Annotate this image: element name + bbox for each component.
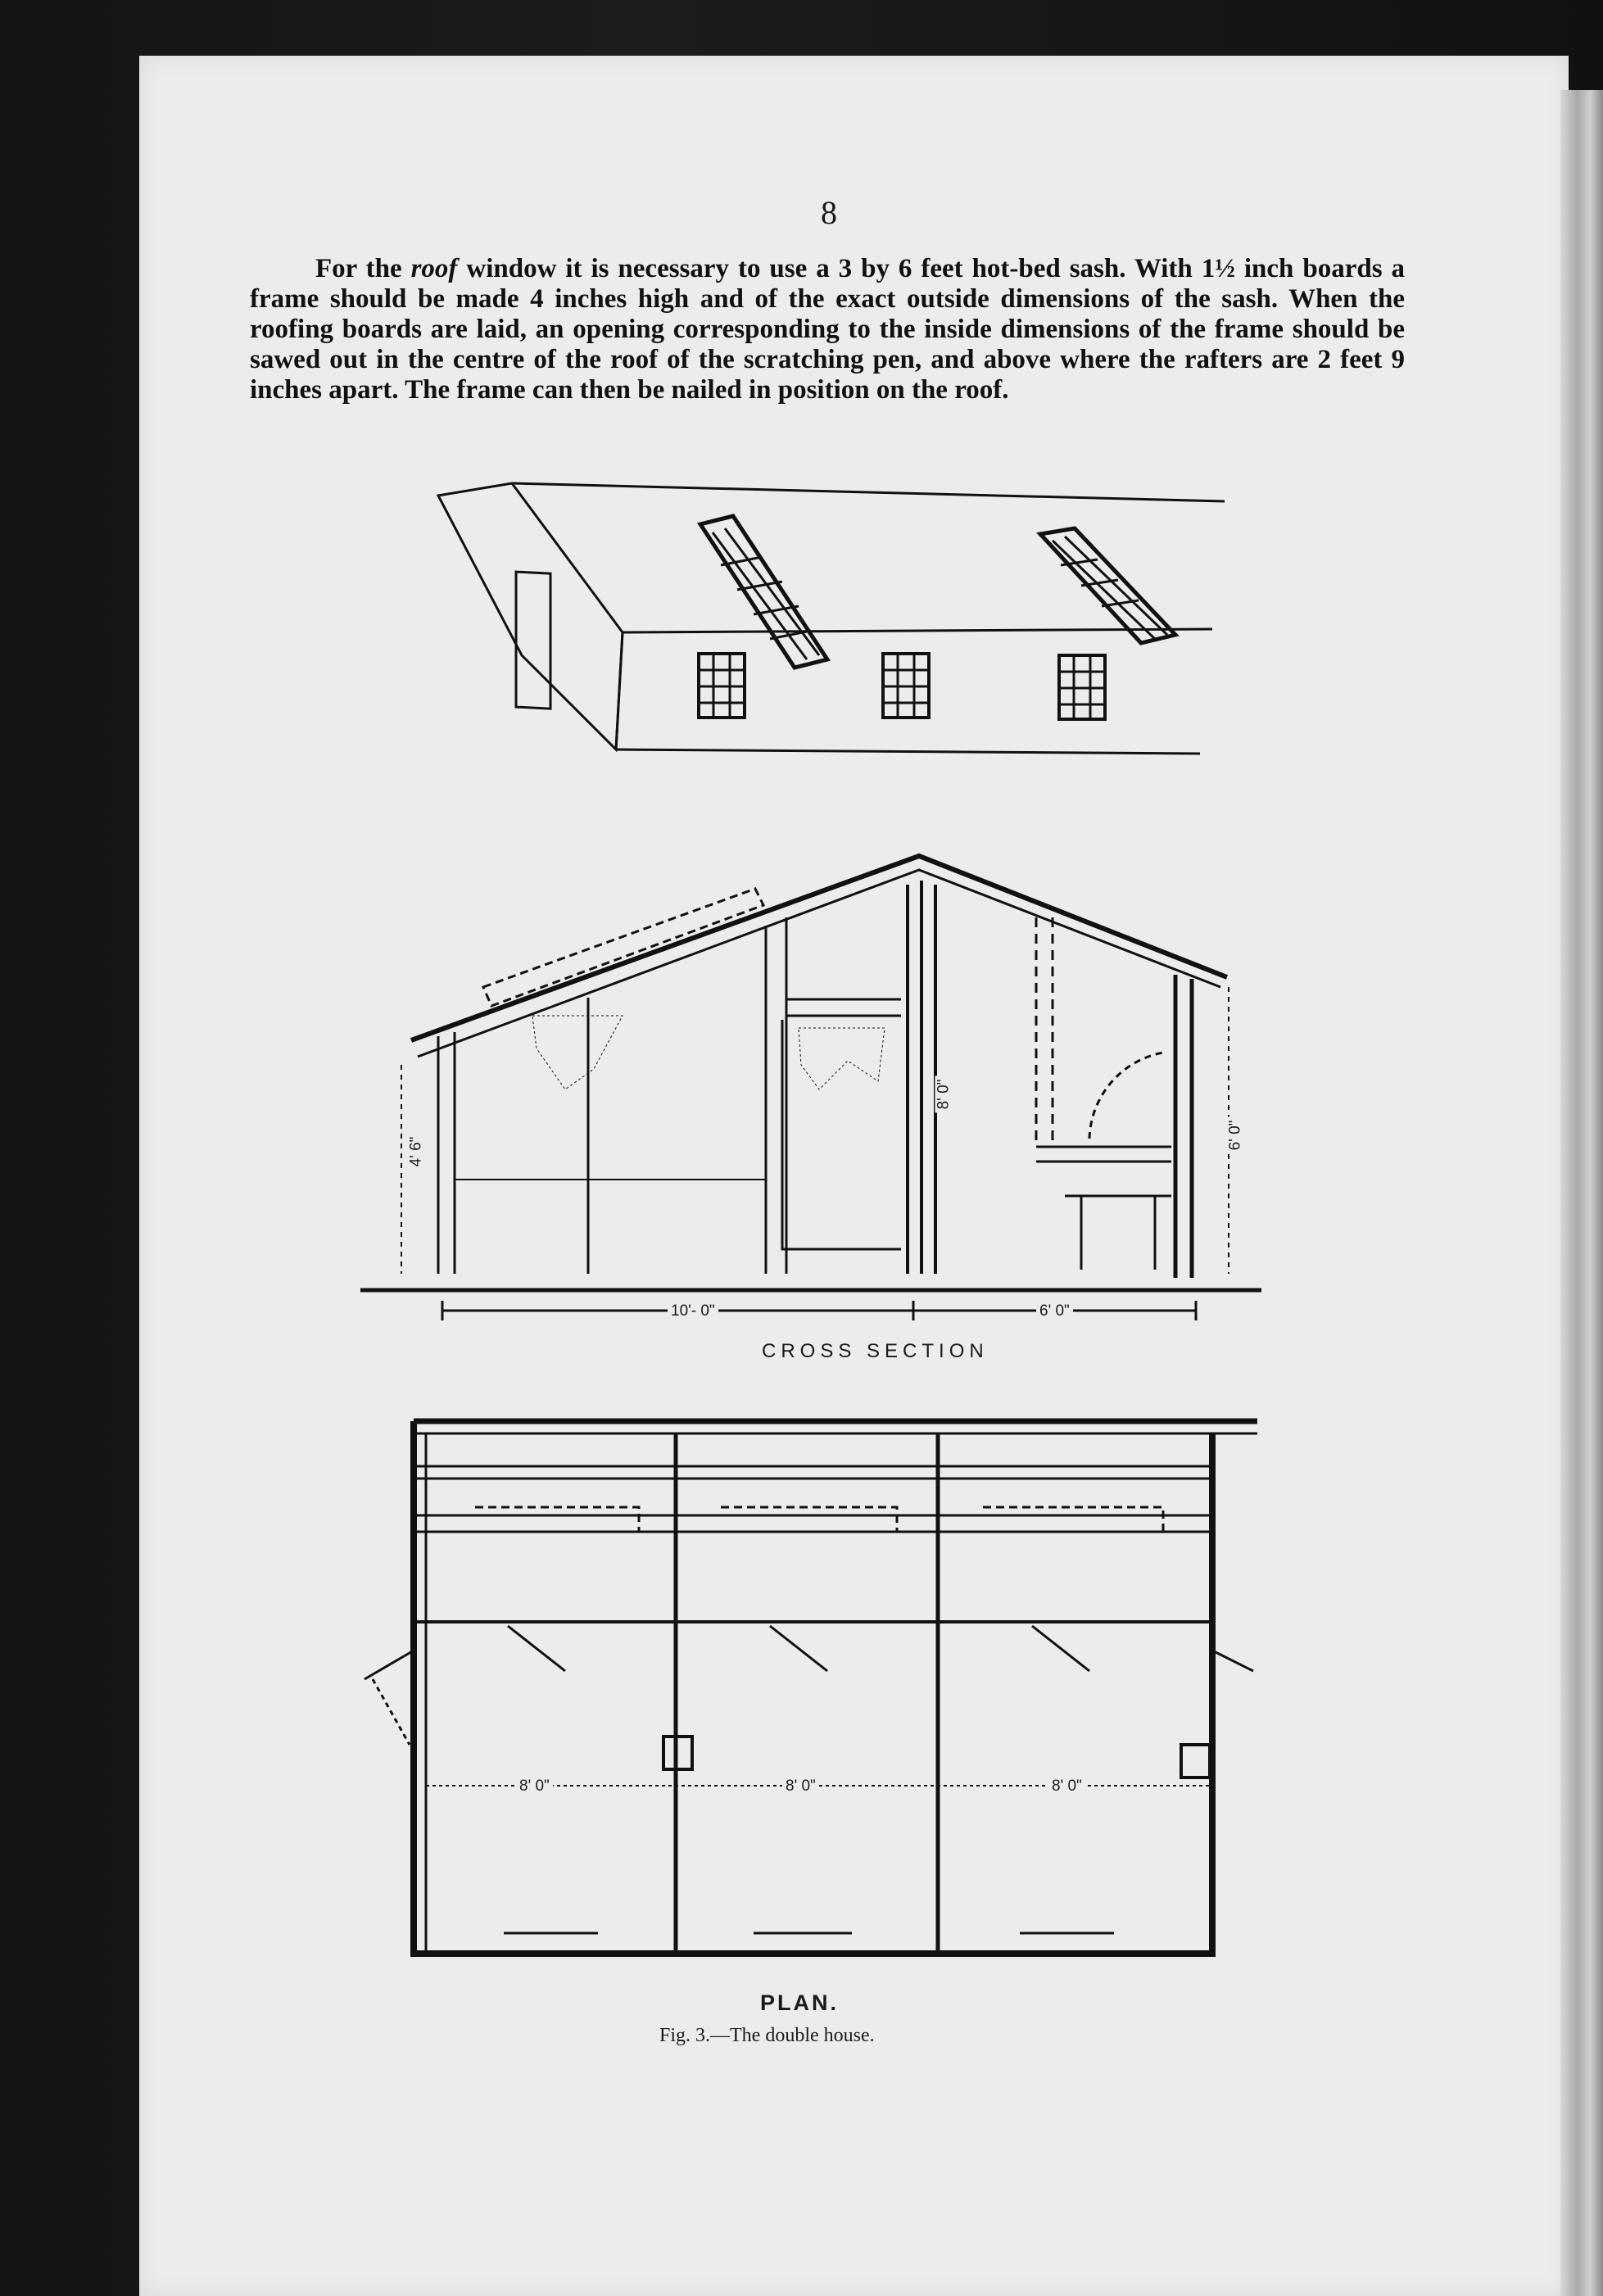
front-window-1: [699, 654, 745, 718]
cross-section-caption: CROSS SECTION: [762, 1340, 989, 1362]
dim-front-height: 4' 6": [407, 1134, 425, 1171]
plan-pen-width-1: 8' 0": [516, 1777, 553, 1796]
plan-drawing: [365, 1421, 1257, 1954]
plan-post-2: [1181, 1745, 1210, 1777]
front-window-3: [1059, 655, 1105, 719]
roof-sash-left: [700, 516, 827, 668]
front-window-2: [883, 654, 929, 718]
plan-pen-width-3: 8' 0": [1048, 1777, 1085, 1796]
dim-right-width: 6' 0": [1036, 1302, 1073, 1320]
end-door: [516, 572, 550, 709]
roof-sash-right: [1040, 528, 1175, 643]
plan-caption: PLAN.: [760, 1990, 839, 2015]
dim-peak-height: 8' 0": [935, 1076, 953, 1113]
paragraph-rest: window it is necessary to use a 3 by 6 feet hot-bed sash. With 1½ inch boards a frame should be made 4 inches high and of the exact outside dimensions of the sash. When the roofing boards are laid, an opening corresponding to the inside dimensions of the frame should be sawed out in the centre of the roof of the scratching pen, and above where the rafters are 2 feet 9 inches apart. The frame can then be nailed in position on the roof.: [250, 254, 1405, 405]
page-number: 8: [821, 194, 837, 231]
dim-left-width: 10'- 0": [668, 1302, 718, 1320]
plan-pen-width-2: 8' 0": [782, 1777, 819, 1796]
paragraph-start: For the: [315, 254, 411, 283]
perspective-view-drawing: [438, 483, 1225, 754]
figure-caption: Fig. 3.—The double house.: [659, 2025, 875, 2046]
italic-word-roof: roof: [410, 254, 458, 283]
dim-back-height: 6' 0": [1226, 1117, 1244, 1154]
cross-section-drawing: [360, 856, 1261, 1320]
